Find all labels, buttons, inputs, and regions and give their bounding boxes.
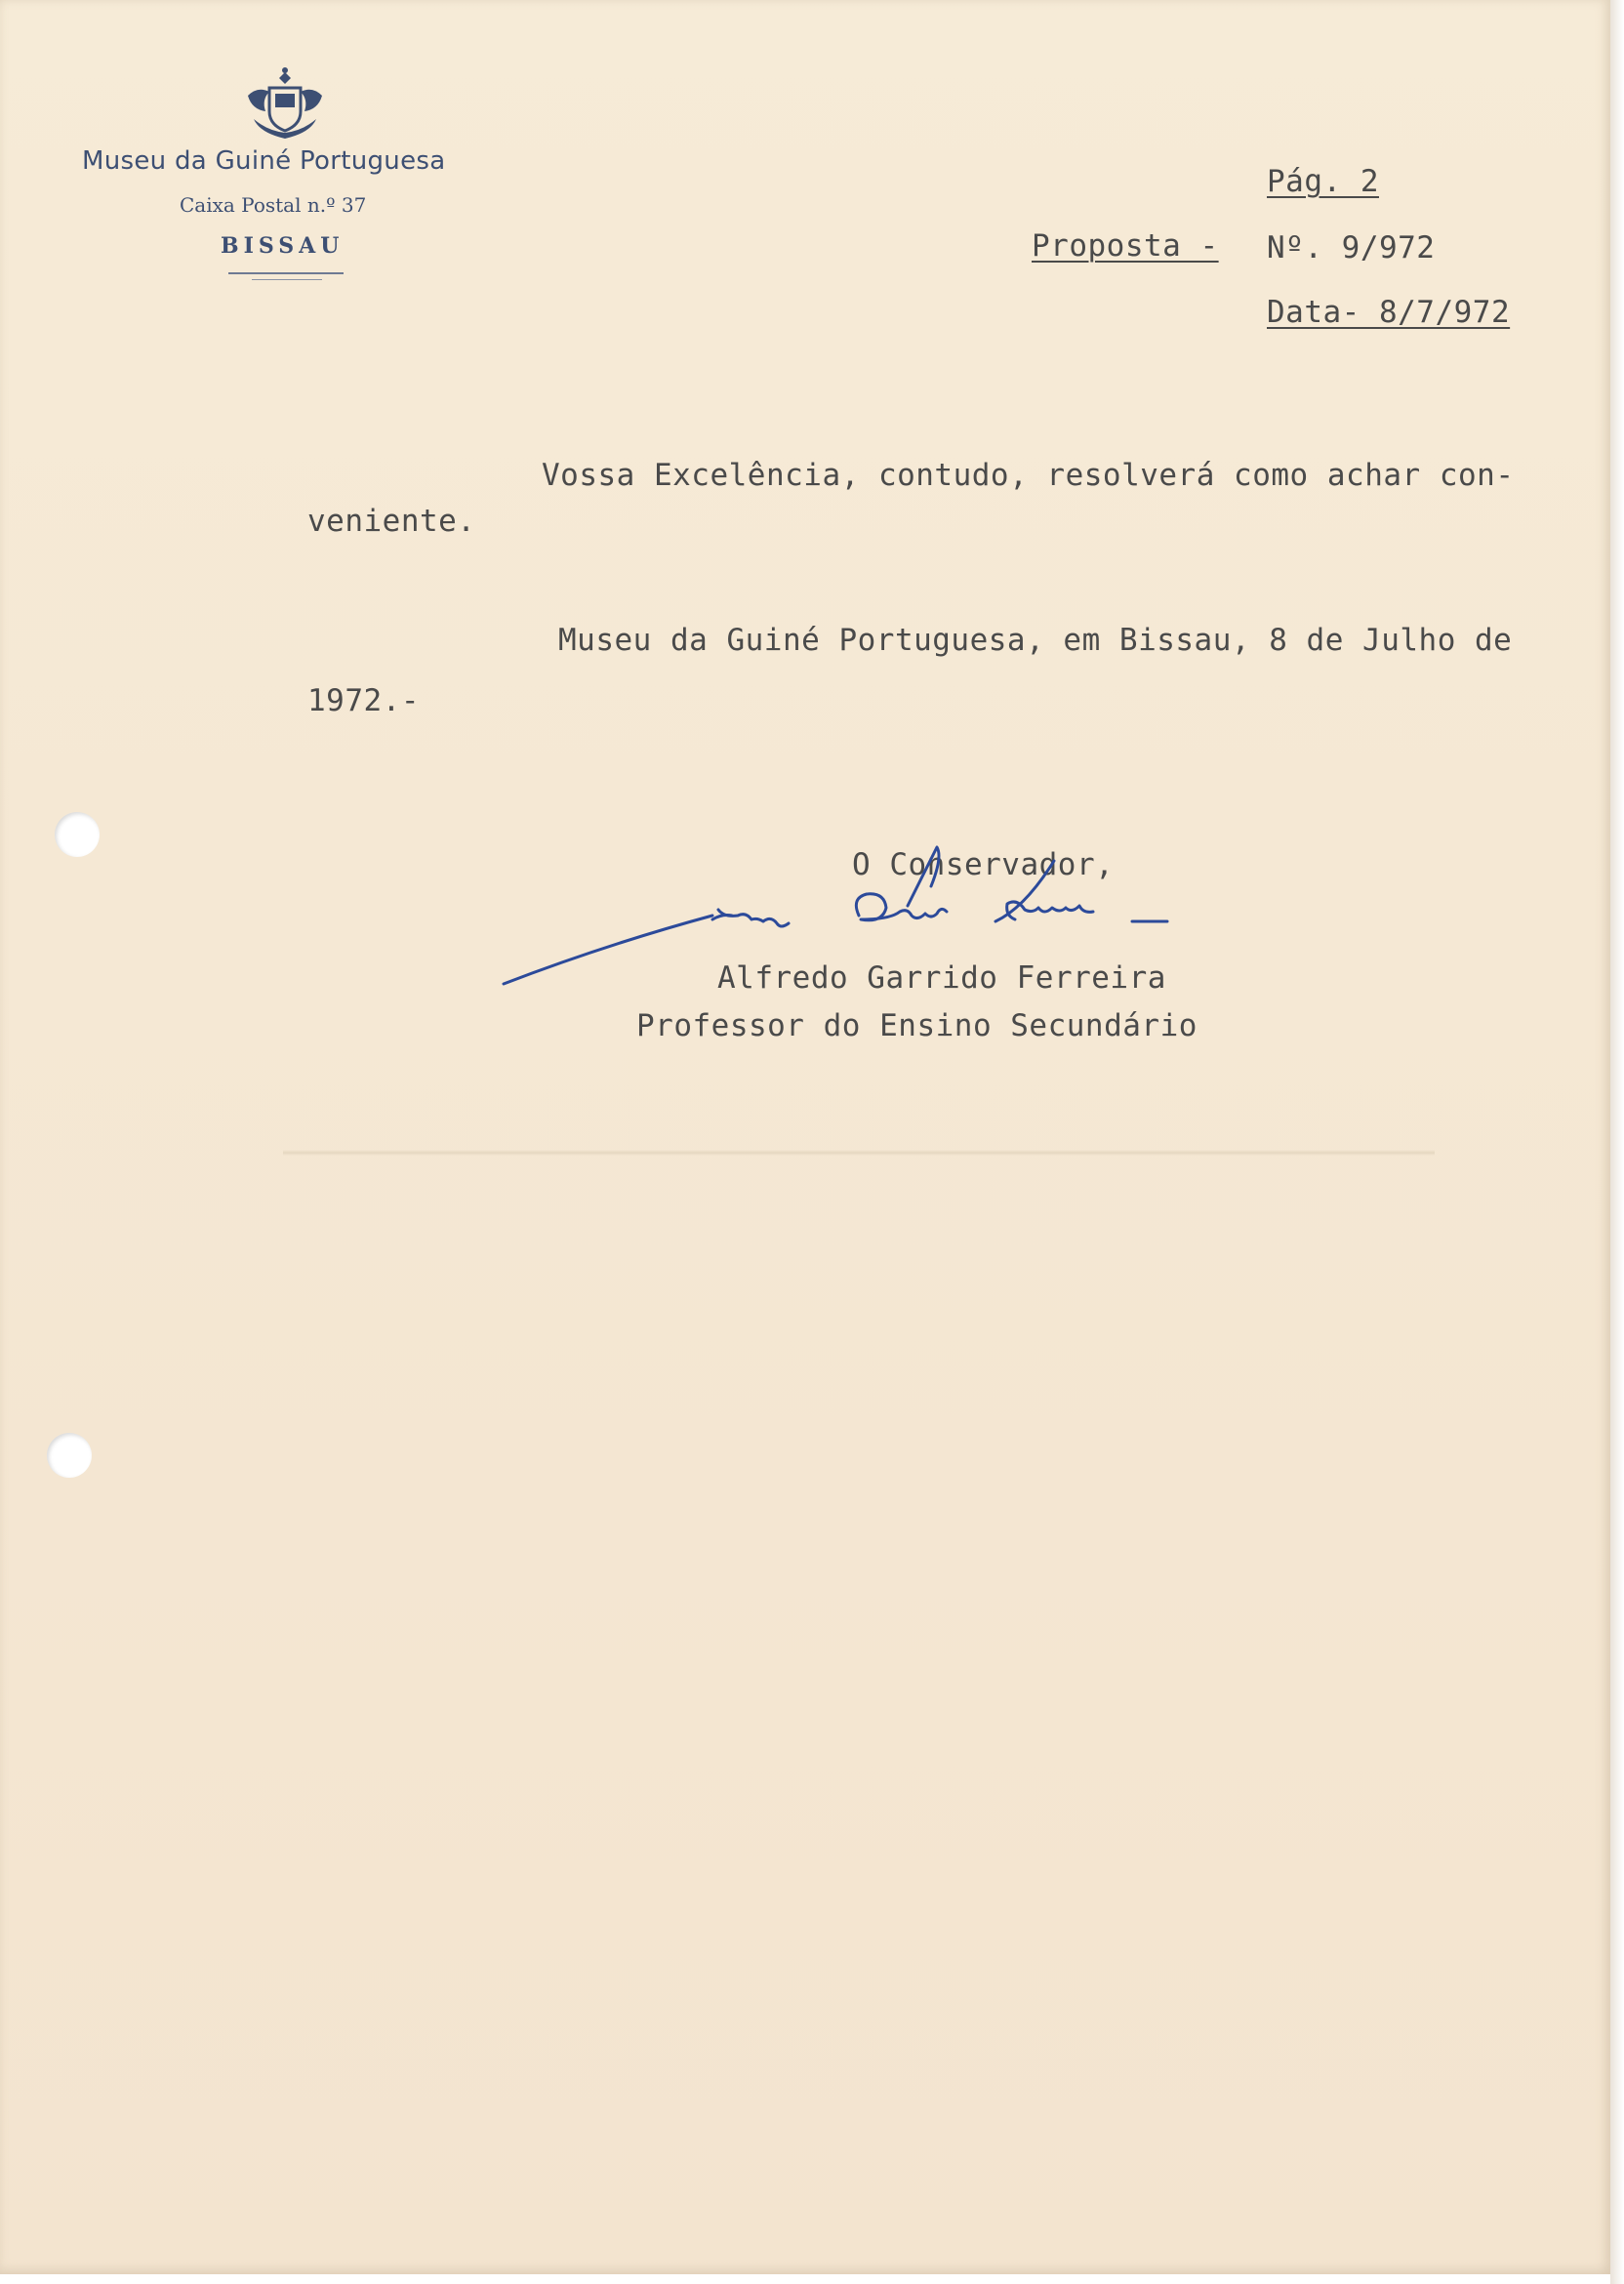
binder-hole — [55, 812, 100, 857]
letterhead-divider — [228, 272, 344, 274]
closing-place-date: Museu da Guiné Portuguesa, em Bissau, 8 de Julho de — [558, 623, 1513, 658]
signatory-name: Alfredo Garrido Ferreira — [717, 960, 1166, 996]
signatory-position: Professor do Ensino Secundário — [636, 1008, 1198, 1043]
coat-of-arms-emblem — [240, 66, 330, 143]
institution-name: Museu da Guiné Portuguesa — [82, 146, 446, 176]
closing-year: 1972.- — [307, 683, 420, 718]
page-edge — [1610, 0, 1624, 2284]
signatory-title: O Conservador, — [852, 847, 1115, 882]
page-number: Pág. 2 — [1267, 164, 1379, 199]
body-line: Vossa Excelência, contudo, resolverá como achar con- — [542, 458, 1515, 493]
binder-hole — [47, 1433, 92, 1478]
proposal-label: Proposta - — [1032, 228, 1219, 264]
proposal-number: Nº. 9/972 — [1267, 230, 1436, 265]
city-name: BISSAU — [221, 233, 345, 259]
proposal-date: Data- 8/7/972 — [1267, 295, 1511, 330]
body-line: veniente. — [307, 504, 476, 539]
paper-fold-crease — [283, 1150, 1435, 1156]
letterhead-divider-short — [252, 279, 322, 280]
postal-box: Caixa Postal n.º 37 — [180, 193, 367, 217]
